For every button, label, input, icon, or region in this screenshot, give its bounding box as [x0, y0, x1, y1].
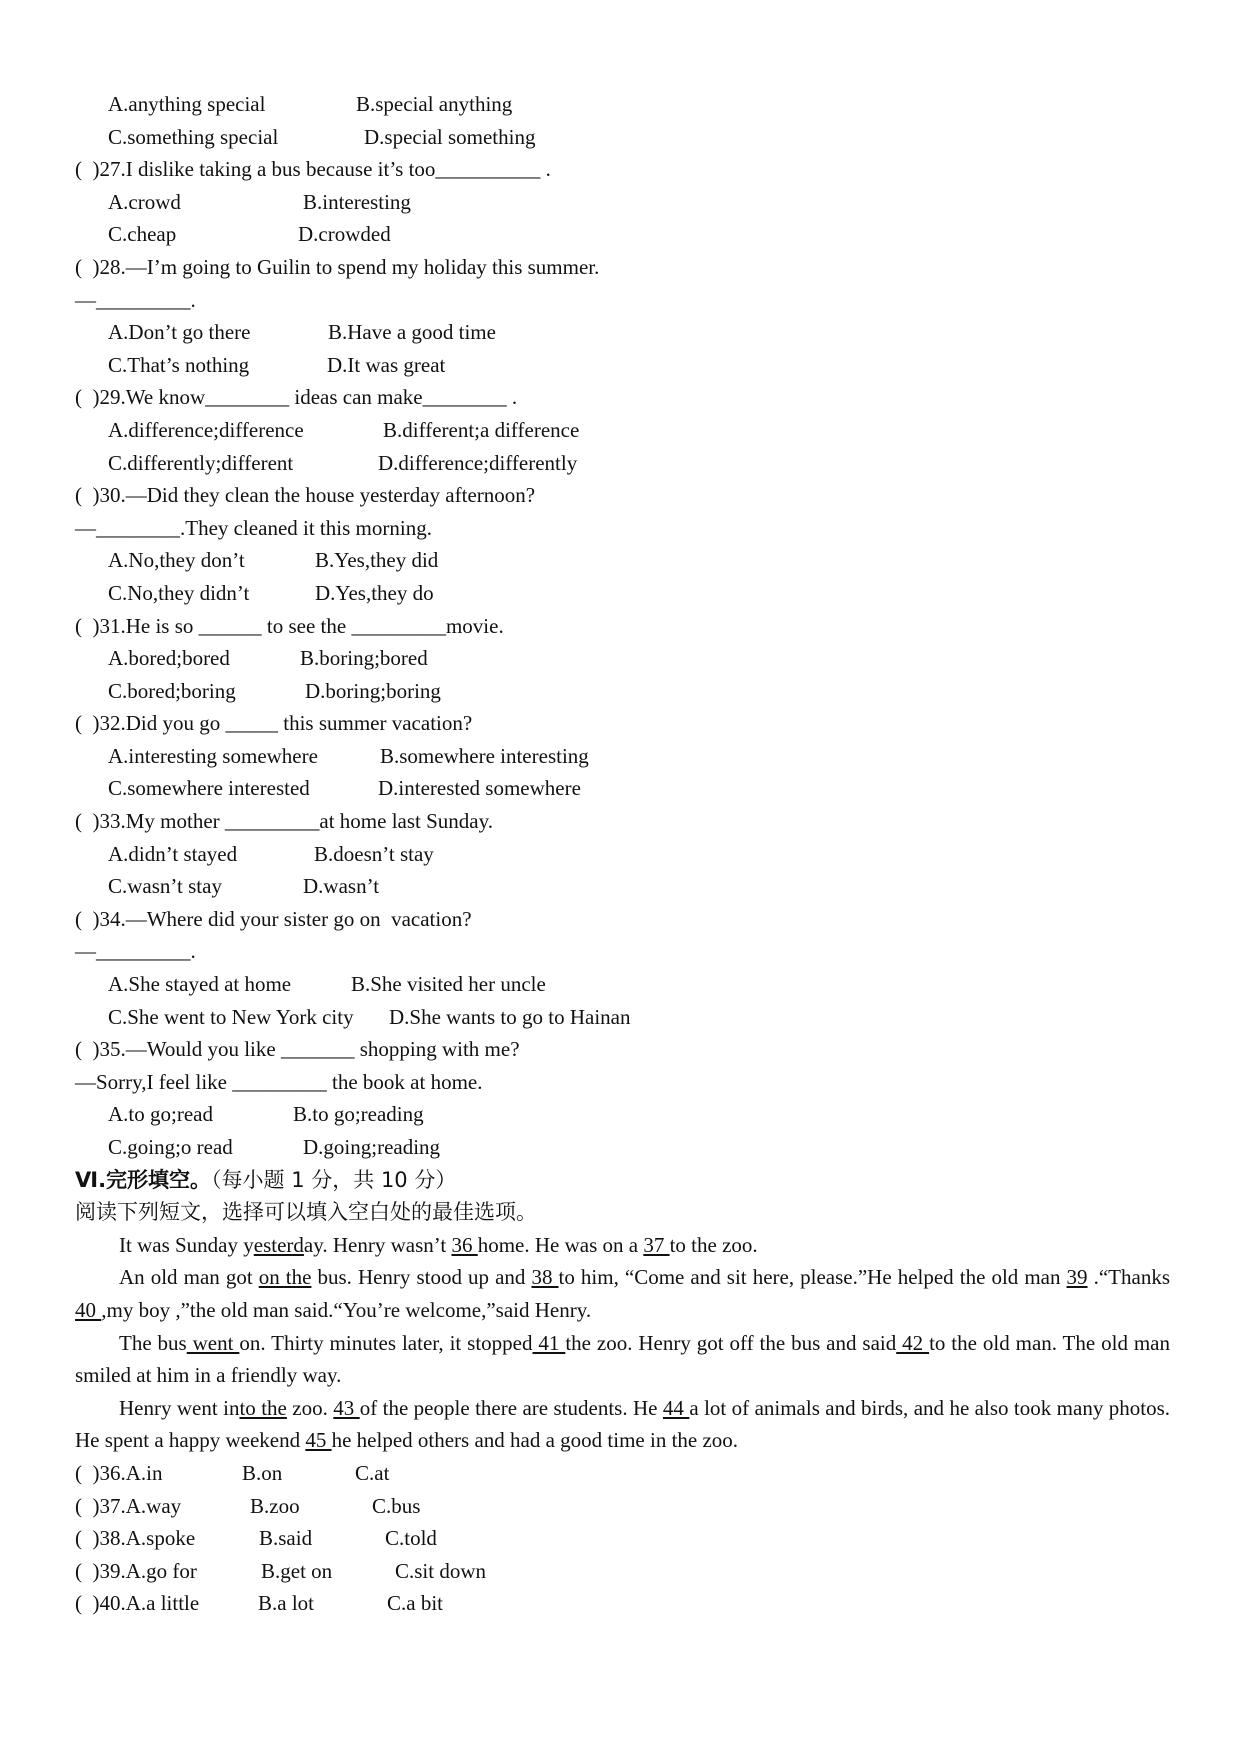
q26-options-row-2 — [75, 121, 1170, 154]
q29-option-a: A.difference;difference — [108, 417, 304, 442]
q32-stem: ( )32.Did you go _____ this summer vacation? — [75, 711, 473, 736]
q31-stem: ( )31.He is so ______ to see the _________movie. — [75, 613, 504, 638]
q28-option-c: C.That’s nothing — [108, 352, 250, 377]
q27-option-c: C.cheap — [108, 222, 177, 247]
blank-36: 36 — [451, 1232, 478, 1257]
q35-stem: ( )35.—Would you like _______ shopping with me? — [75, 1037, 520, 1062]
q26-option-d: D.special something — [364, 124, 536, 149]
q32-option-a: A.interesting somewhere — [108, 743, 318, 768]
q29-options-row-2 — [75, 447, 1170, 480]
passage-text: to him, “Come and sit here, please.”He helped the old man — [558, 1265, 1067, 1290]
blank-45: 45 — [305, 1428, 332, 1453]
passage-underlined-text: esterd — [253, 1232, 304, 1257]
blank-42: 42 — [896, 1330, 930, 1355]
q34-options-row-1 — [75, 968, 1170, 1001]
passage-text: he helped others and had a good time in the zoo. — [331, 1428, 739, 1453]
q30-option-b: B.Yes,they did — [315, 548, 439, 573]
q33-options-row-2 — [75, 870, 1170, 903]
q34-option-a: A.She stayed at home — [108, 972, 292, 997]
section-6-heading — [75, 1164, 1170, 1197]
cloze-36-option-b: B.on — [242, 1460, 283, 1485]
q33-option-a: A.didn’t stayed — [108, 841, 238, 866]
q30-stem: ( )30.—Did they clean the house yesterday afternoon? — [75, 483, 536, 508]
q28-options-row-1 — [75, 316, 1170, 349]
q28-options-row-2 — [75, 349, 1170, 382]
q35-option-b: B.to go;reading — [293, 1102, 424, 1127]
cloze-question-36 — [75, 1457, 1170, 1490]
passage-text: It was Sunday y — [119, 1232, 254, 1257]
passage-text: ,my boy ,”the old man said.“You’re welcome,”said Henry. — [101, 1297, 592, 1322]
q26-option-b: B.special anything — [356, 92, 513, 116]
q35-option-a: A.to go;read — [108, 1102, 213, 1127]
q27-options-row-2 — [75, 218, 1170, 251]
q31-option-b: B.boring;bored — [300, 646, 428, 671]
q35-options-row-2 — [75, 1131, 1170, 1164]
passage-text: the zoo. Henry got off the bus and said — [565, 1330, 897, 1355]
q34-option-d: D.She wants to go to Hainan — [389, 1004, 631, 1029]
q31-options-row-1 — [75, 642, 1170, 675]
q27-options-row-1 — [75, 186, 1170, 219]
cloze-question-37 — [75, 1490, 1170, 1523]
section-6-title: Ⅵ.完形填空。 — [75, 1167, 212, 1192]
blank-43: 43 — [333, 1395, 360, 1420]
q26-option-a: A.anything special — [108, 92, 266, 116]
q31-option-c: C.bored;boring — [108, 678, 236, 703]
q34-option-c: C.She went to New York city — [108, 1004, 354, 1029]
q29-options-row-1 — [75, 414, 1170, 447]
q34-answer-line: —_________. — [75, 939, 196, 964]
q27-option-b: B.interesting — [303, 189, 411, 214]
q33-options-row-1 — [75, 838, 1170, 871]
passage-text: ay. Henry wasn’t — [303, 1232, 452, 1257]
cloze-38-stem-option-a: ( )38.A.spoke — [75, 1526, 196, 1551]
q33-stem: ( )33.My mother _________at home last Sunday. — [75, 809, 494, 834]
q28-option-a: A.Don’t go there — [108, 320, 251, 345]
q27-stem: ( )27.I dislike taking a bus because it’s too__________ . — [75, 157, 551, 182]
q32-option-d: D.interested somewhere — [378, 776, 581, 801]
q30-answer-line: —________.They cleaned it this morning. — [75, 515, 432, 540]
q34-options-row-2 — [75, 1001, 1170, 1034]
blank-38: 38 — [531, 1265, 559, 1290]
passage-text: bus. Henry stood up and — [311, 1265, 532, 1290]
exam-page — [75, 88, 1170, 1620]
passage-text: .“Thanks — [1087, 1265, 1170, 1290]
passage-text: to the old man. The old man smiled at him in a friendly way. — [75, 1330, 1171, 1388]
q35-option-c: C.going;o read — [108, 1135, 233, 1159]
q30-options-row-1 — [75, 544, 1170, 577]
q34-stem: ( )34.—Where did your sister go on vacation? — [75, 906, 472, 931]
passage-text: An old man got — [119, 1265, 259, 1290]
cloze-question-38 — [75, 1522, 1170, 1555]
passage-underlined-text: went — [186, 1330, 240, 1355]
q35-options-row-1 — [75, 1098, 1170, 1131]
q34-option-b: B.She visited her uncle — [351, 972, 546, 997]
blank-40: 40 — [75, 1297, 102, 1322]
passage-underlined-text: to the — [239, 1395, 287, 1420]
cloze-39-stem-option-a: ( )39.A.go for — [75, 1558, 197, 1583]
q30-option-d: D.Yes,they do — [315, 580, 434, 605]
passage-underlined-text: on the — [258, 1265, 312, 1290]
q26-option-c: C.something special — [108, 124, 279, 149]
q31-option-d: D.boring;boring — [305, 678, 441, 703]
q27-option-d: D.crowded — [298, 222, 391, 247]
q29-stem: ( )29.We know________ ideas can make________ . — [75, 385, 518, 410]
cloze-39-option-c: C.sit down — [395, 1558, 487, 1583]
cloze-37-option-b: B.zoo — [250, 1493, 300, 1518]
cloze-question-40 — [75, 1587, 1170, 1620]
cloze-40-option-b: B.a lot — [258, 1591, 314, 1616]
cloze-38-option-b: B.said — [259, 1526, 313, 1551]
q30-option-c: C.No,they didn’t — [108, 580, 250, 605]
q31-options-row-2 — [75, 675, 1170, 708]
passage-paragraph-4 — [75, 1392, 1170, 1457]
passage-text: on. Thirty minutes later, it stopped — [239, 1330, 533, 1355]
passage-text: home. He was on a — [477, 1232, 644, 1257]
passage-text: Henry went in — [119, 1395, 240, 1420]
cloze-40-option-c: C.a bit — [387, 1591, 443, 1616]
cloze-39-option-b: B.get on — [261, 1558, 333, 1583]
q28-answer-line: —_________. — [75, 287, 196, 312]
cloze-40-stem-option-a: ( )40.A.a little — [75, 1591, 200, 1616]
q33-option-b: B.doesn’t stay — [314, 841, 434, 866]
passage-text: a lot of animals and birds, and he also took many photos. He spent a happy weekend — [75, 1395, 1170, 1453]
section-6-instruction: 阅读下列短文，选择可以填入空白处的最佳选项。 — [75, 1200, 537, 1225]
q28-option-b: B.Have a good time — [328, 320, 496, 345]
blank-37: 37 — [643, 1232, 670, 1257]
q33-option-c: C.wasn’t stay — [108, 874, 222, 899]
cloze-question-39 — [75, 1555, 1170, 1588]
blank-41: 41 — [532, 1330, 566, 1355]
q28-option-d: D.It was great — [327, 352, 446, 377]
passage-paragraph-2 — [75, 1261, 1170, 1326]
passage-text: to the zoo. — [669, 1232, 758, 1257]
cloze-38-option-c: C.told — [385, 1526, 437, 1551]
q35-option-d: D.going;reading — [303, 1135, 441, 1159]
cloze-36-stem-option-a: ( )36.A.in — [75, 1460, 163, 1485]
q27-option-a: A.crowd — [108, 189, 181, 214]
passage-text: zoo. — [286, 1395, 334, 1420]
cloze-37-option-c: C.bus — [372, 1493, 421, 1518]
q29-option-d: D.difference;differently — [378, 450, 578, 475]
passage-text: of the people there are students. He — [359, 1395, 663, 1420]
q30-options-row-2 — [75, 577, 1170, 610]
blank-44: 44 — [662, 1395, 690, 1420]
q35-answer-line: —Sorry,I feel like _________ the book at home. — [75, 1069, 483, 1094]
blank-39: 39 — [1066, 1265, 1088, 1290]
passage-paragraph-1 — [75, 1229, 1170, 1262]
q32-option-c: C.somewhere interested — [108, 776, 310, 801]
q26-options-row-1 — [75, 88, 1170, 121]
cloze-37-stem-option-a: ( )37.A.way — [75, 1493, 182, 1518]
q32-options-row-2 — [75, 772, 1170, 805]
passage-text: The bus — [119, 1330, 187, 1355]
q29-option-b: B.different;a difference — [383, 417, 580, 442]
q32-options-row-1 — [75, 740, 1170, 773]
q28-stem: ( )28.—I’m going to Guilin to spend my holiday this summer. — [75, 254, 600, 279]
cloze-36-option-c: C.at — [355, 1460, 390, 1485]
q31-option-a: A.bored;bored — [108, 646, 230, 671]
q33-option-d: D.wasn’t — [303, 874, 380, 899]
q29-option-c: C.differently;different — [108, 450, 294, 475]
q32-option-b: B.somewhere interesting — [380, 743, 589, 768]
q30-option-a: A.No,they don’t — [108, 548, 245, 573]
passage-paragraph-3 — [75, 1327, 1170, 1392]
section-6-score-note: （每小题 1 分，共 10 分） — [211, 1167, 457, 1192]
